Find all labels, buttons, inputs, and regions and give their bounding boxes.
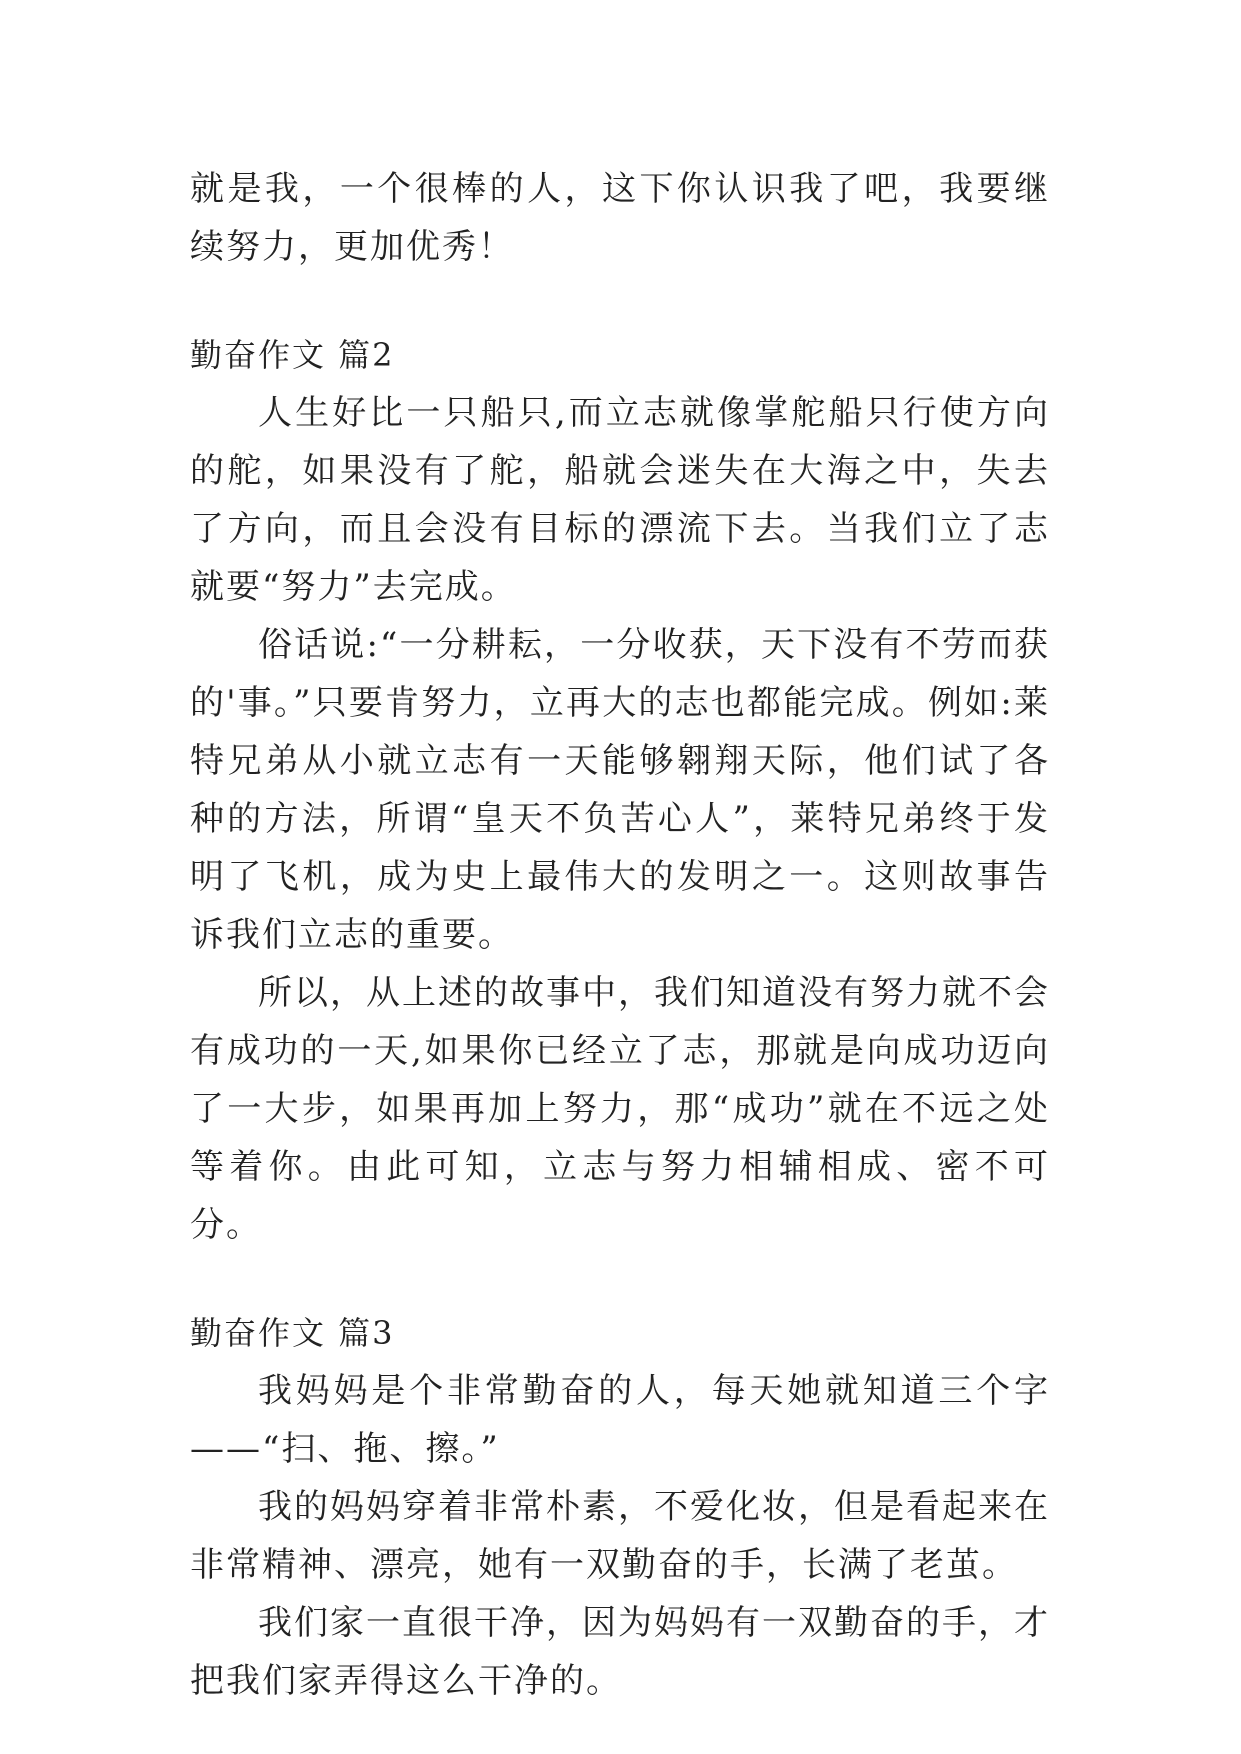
section-heading: 勤奋作文 篇2 [190, 336, 395, 374]
section-gap [190, 276, 1050, 326]
section-paragraph: 俗话说:“一分耕耘，一分收获，天下没有不劳而获的'事。”只要肯努力，立再大的志也都能完成。例如:莱特兄弟从小就立志有一天能够翱翔天际，他们试了各种的方法，所谓“皇天不负苦心人”，莱特兄弟终于发明了飞机，成为史上最伟大的发明之一。这则故事告诉我们立志的重要。 [190, 625, 1050, 955]
document-page [190, 160, 1050, 1710]
section-paragraph: 我的妈妈穿着非常朴素，不爱化妆，但是看起来在非常精神、漂亮，她有一双勤奋的手，长满了老茧。 [190, 1487, 1050, 1585]
section-heading: 勤奋作文 篇3 [190, 1314, 395, 1352]
section-paragraph: 人生好比一只船只,而立志就像掌舵船只行使方向的舵，如果没有了舵，船就会迷失在大海之中，失去了方向，而且会没有目标的漂流下去。当我们立了志就要“努力”去完成。 [190, 393, 1050, 607]
intro-paragraph: 就是我，一个很棒的人，这下你认识我了吧，我要继续努力，更加优秀！ [190, 169, 1050, 267]
section-paragraph: 我妈妈是个非常勤奋的人，每天她就知道三个字——“扫、拖、擦。” [190, 1371, 1050, 1469]
section-gap [190, 1254, 1050, 1304]
section-paragraph: 所以，从上述的故事中，我们知道没有努力就不会有成功的一天,如果你已经立了志，那就是向成功迈向了一大步，如果再加上努力，那“成功”就在不远之处等着你。由此可知，立志与努力相辅相成、密不可分。 [190, 973, 1050, 1245]
section-2 [190, 326, 1050, 1254]
section-paragraph: 我们家一直很干净，因为妈妈有一双勤奋的手，才把我们家弄得这么干净的。 [190, 1603, 1050, 1701]
section-3 [190, 1304, 1050, 1710]
